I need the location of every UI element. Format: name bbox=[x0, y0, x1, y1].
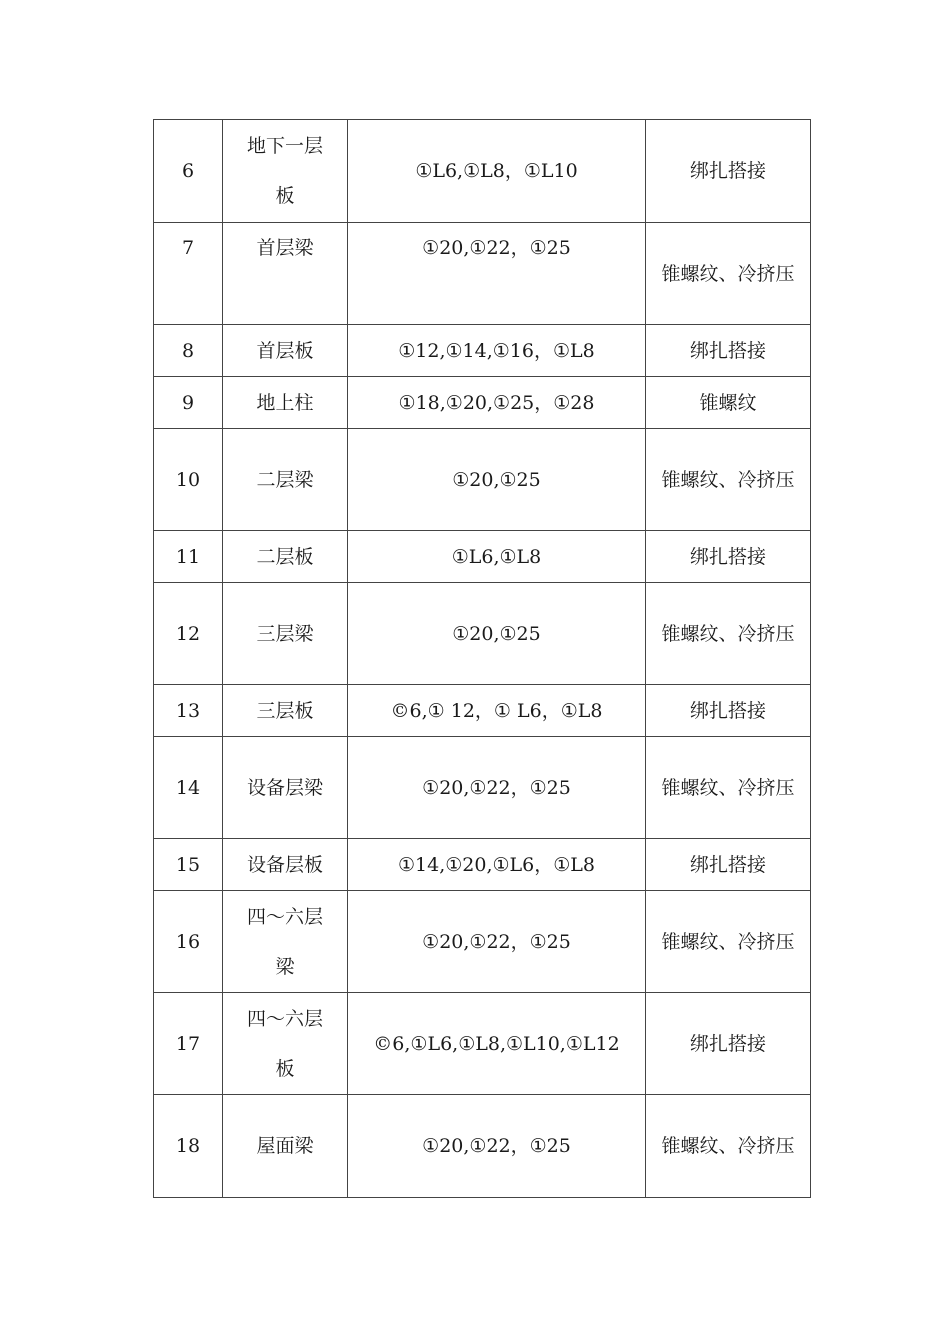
construction-part bbox=[223, 377, 348, 429]
connection-method bbox=[646, 1095, 811, 1198]
rebar-spec: ①18,①20,①25，①28 bbox=[348, 377, 646, 429]
row-number: 6 bbox=[154, 120, 223, 223]
table-row bbox=[154, 325, 811, 377]
connection-method-text: 绑扎搭接 bbox=[689, 160, 766, 182]
construction-part bbox=[223, 531, 348, 583]
connection-method bbox=[646, 583, 811, 685]
row-number: 11 bbox=[154, 531, 223, 583]
connection-method-text: 锥螺纹、冷挤压 bbox=[661, 262, 795, 285]
rebar-spec: ©6,①L6,①L8,①L10,①L12 bbox=[348, 993, 646, 1095]
rebar-spec: ①20,①22，①25 bbox=[348, 1095, 646, 1198]
table-row bbox=[154, 223, 811, 325]
connection-method bbox=[646, 685, 811, 737]
table-row bbox=[154, 839, 811, 891]
rebar-spec: ①20,①25 bbox=[348, 429, 646, 531]
connection-method-text: 绑扎搭接 bbox=[689, 853, 766, 876]
construction-part-text: 三层板 bbox=[256, 699, 314, 722]
construction-part bbox=[223, 737, 348, 839]
rebar-spec: ①20,①22，①25 bbox=[348, 891, 646, 993]
rebar-spec: ①14,①20,①L6，①L8 bbox=[348, 839, 646, 891]
connection-method-text: 锥螺纹、冷挤压 bbox=[661, 1135, 795, 1157]
construction-part-text: 四〜六层梁 bbox=[246, 905, 323, 978]
table-row bbox=[154, 531, 811, 583]
table-row bbox=[154, 583, 811, 685]
row-number: 8 bbox=[154, 325, 223, 377]
construction-part bbox=[223, 223, 348, 325]
row-number: 16 bbox=[154, 891, 223, 993]
table-row bbox=[154, 1095, 811, 1198]
row-number: 15 bbox=[154, 839, 223, 891]
construction-part-text: 首层板 bbox=[256, 339, 314, 362]
connection-method-text: 锥螺纹 bbox=[699, 391, 757, 414]
table-row bbox=[154, 685, 811, 737]
construction-part-text: 设备层板 bbox=[246, 853, 323, 876]
construction-part bbox=[223, 839, 348, 891]
construction-part bbox=[223, 429, 348, 531]
rebar-spec: ©6,① 12，① L6，①L8 bbox=[348, 685, 646, 737]
construction-part-text: 地下一层板 bbox=[246, 135, 323, 207]
connection-method bbox=[646, 377, 811, 429]
rebar-spec: ①20,①22，①25 bbox=[348, 737, 646, 839]
connection-method-text: 锥螺纹、冷挤压 bbox=[661, 622, 795, 645]
connection-method-text: 锥螺纹、冷挤压 bbox=[661, 468, 795, 491]
connection-method-text: 绑扎搭接 bbox=[689, 1032, 766, 1055]
construction-part bbox=[223, 993, 348, 1095]
row-number: 13 bbox=[154, 685, 223, 737]
connection-method bbox=[646, 839, 811, 891]
table-row bbox=[154, 993, 811, 1095]
table-row bbox=[154, 377, 811, 429]
rebar-spec: ①20,①22，①25 bbox=[348, 223, 646, 325]
row-number: 9 bbox=[154, 377, 223, 429]
construction-part bbox=[223, 583, 348, 685]
construction-part-text: 地上柱 bbox=[256, 391, 314, 414]
construction-part-text: 屋面梁 bbox=[256, 1135, 314, 1157]
table-row bbox=[154, 120, 811, 223]
connection-method bbox=[646, 325, 811, 377]
connection-method-text: 锥螺纹、冷挤压 bbox=[661, 930, 795, 953]
row-number: 12 bbox=[154, 583, 223, 685]
row-number: 14 bbox=[154, 737, 223, 839]
construction-part bbox=[223, 685, 348, 737]
construction-part bbox=[223, 325, 348, 377]
connection-method-text: 绑扎搭接 bbox=[689, 699, 766, 722]
connection-method bbox=[646, 223, 811, 325]
construction-part bbox=[223, 120, 348, 223]
rebar-spec: ①L6,①L8 bbox=[348, 531, 646, 583]
connection-method bbox=[646, 120, 811, 223]
table-row bbox=[154, 429, 811, 531]
connection-method bbox=[646, 891, 811, 993]
rebar-spec: ①L6,①L8，①L10 bbox=[348, 120, 646, 223]
connection-method bbox=[646, 993, 811, 1095]
row-number: 18 bbox=[154, 1095, 223, 1198]
connection-method bbox=[646, 429, 811, 531]
construction-part-text: 设备层梁 bbox=[246, 776, 323, 799]
construction-part-text: 首层梁 bbox=[256, 237, 314, 259]
row-number: 7 bbox=[154, 223, 223, 325]
connection-method bbox=[646, 531, 811, 583]
construction-part-text: 二层板 bbox=[256, 545, 314, 568]
construction-part-text: 三层梁 bbox=[256, 622, 314, 645]
construction-part-text: 二层梁 bbox=[256, 468, 314, 491]
rebar-spec: ①12,①14,①16，①L8 bbox=[348, 325, 646, 377]
connection-method-text: 锥螺纹、冷挤压 bbox=[661, 776, 795, 799]
construction-part bbox=[223, 1095, 348, 1198]
rebar-spec: ①20,①25 bbox=[348, 583, 646, 685]
connection-method-text: 绑扎搭接 bbox=[689, 339, 766, 362]
table-row bbox=[154, 891, 811, 993]
connection-method bbox=[646, 737, 811, 839]
row-number: 10 bbox=[154, 429, 223, 531]
connection-method-text: 绑扎搭接 bbox=[689, 545, 766, 568]
construction-part bbox=[223, 891, 348, 993]
construction-part-text: 四〜六层板 bbox=[246, 1007, 323, 1080]
table-row bbox=[154, 737, 811, 839]
row-number: 17 bbox=[154, 993, 223, 1095]
rebar-connection-table bbox=[153, 119, 811, 1198]
